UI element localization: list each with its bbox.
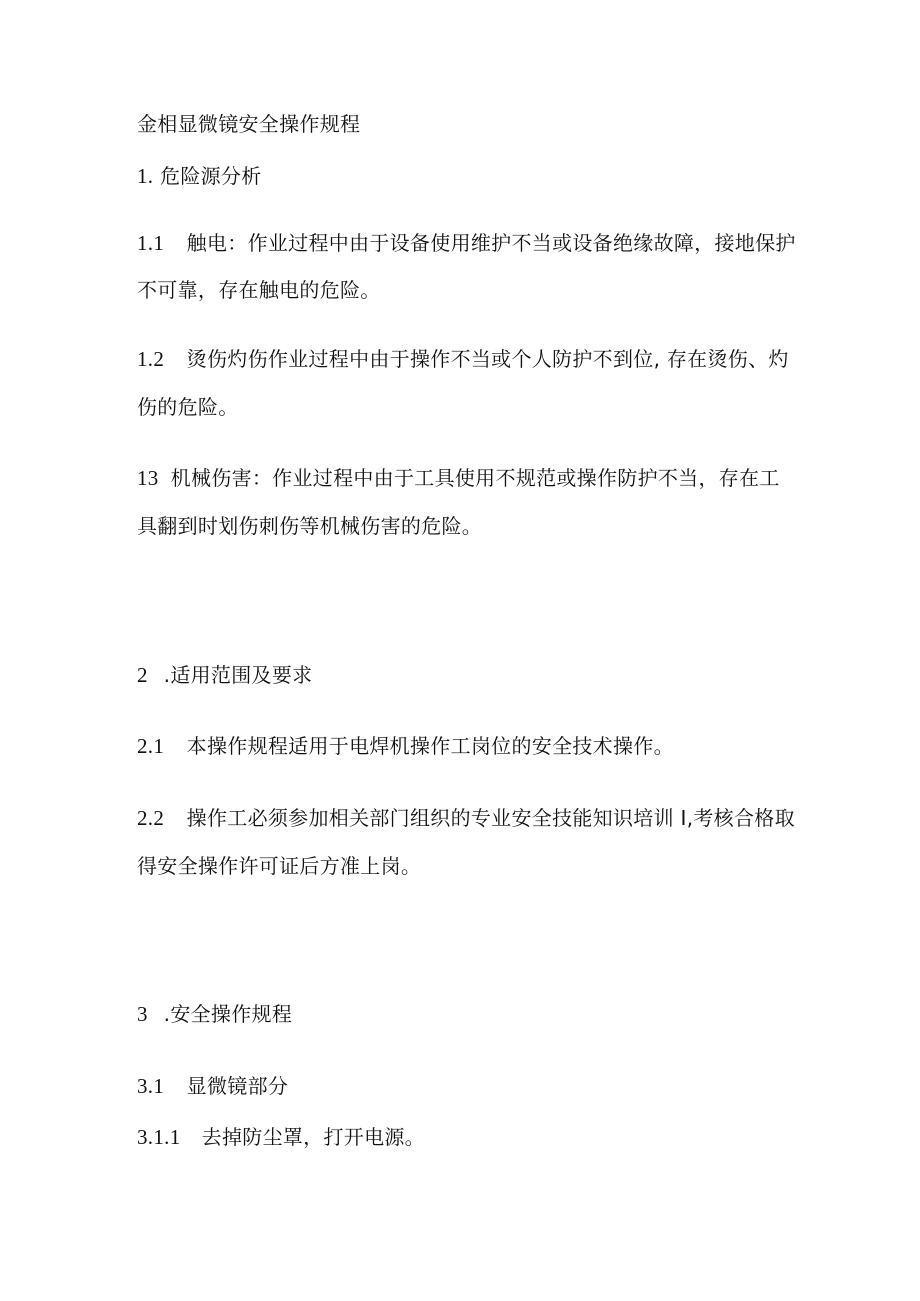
item-1-1-line-1 [137, 231, 796, 255]
section-3-heading [137, 1002, 292, 1026]
item-text: 本操作规程适用于电焊机操作工岗位的安全技术操作。 [186, 734, 674, 758]
item-2-1-line-1 [137, 734, 674, 758]
section-heading-text: 危险源分析 [160, 164, 262, 188]
section-heading-text: .适用范围及要求 [163, 663, 313, 687]
document-title: 金相显微镜安全操作规程 [137, 112, 361, 136]
item-1-1-line-2 [137, 278, 381, 302]
section-number: 2 [137, 663, 148, 687]
item-text: 烫伤灼伤作业过程中由于操作不当或个人防护不到位, 存在烫伤、灼 [186, 347, 789, 371]
item-2-2-line-1 [137, 806, 795, 830]
item-text: 显微镜部分 [186, 1074, 289, 1098]
item-text: 伤的危险。 [137, 395, 239, 419]
item-text: 操作工必须参加相关部门组织的专业安全技能知识培训 I,考核合格取 [186, 806, 795, 830]
section-2-heading [137, 663, 312, 687]
item-1-3-line-1 [137, 466, 780, 490]
item-number: 13 [137, 466, 159, 490]
item-1-2-line-1 [137, 347, 789, 371]
item-number: 1.1 [137, 231, 165, 255]
item-1-2-line-2 [137, 395, 239, 419]
item-text: 去掉防尘罩，打开电源。 [201, 1125, 425, 1149]
section-heading-text: .安全操作规程 [163, 1002, 293, 1026]
item-2-2-line-2 [137, 854, 421, 878]
item-text: 具翻到时划伤刺伤等机械伤害的危险。 [137, 514, 483, 538]
item-number: 3.1.1 [137, 1125, 181, 1149]
item-text: 触电：作业过程中由于设备使用维护不当或设备绝缘故障，接地保护 [186, 231, 796, 255]
item-3-1-line-1 [137, 1074, 288, 1098]
item-number: 2.2 [137, 806, 165, 830]
item-number: 3.1 [137, 1074, 165, 1098]
item-text: 机械伤害：作业过程中由于工具使用不规范或操作防护不当，存在工 [170, 466, 780, 490]
item-text: 得安全操作许可证后方准上岗。 [137, 854, 422, 878]
section-1-heading [137, 164, 262, 188]
section-number: 3 [137, 1002, 148, 1026]
section-number: 1. [137, 164, 154, 188]
item-1-3-line-2 [137, 514, 482, 538]
item-text: 不可靠，存在触电的危险。 [137, 278, 381, 302]
item-3-1-1-line-1 [137, 1125, 425, 1149]
item-number: 2.1 [137, 734, 165, 758]
item-number: 1.2 [137, 347, 165, 371]
